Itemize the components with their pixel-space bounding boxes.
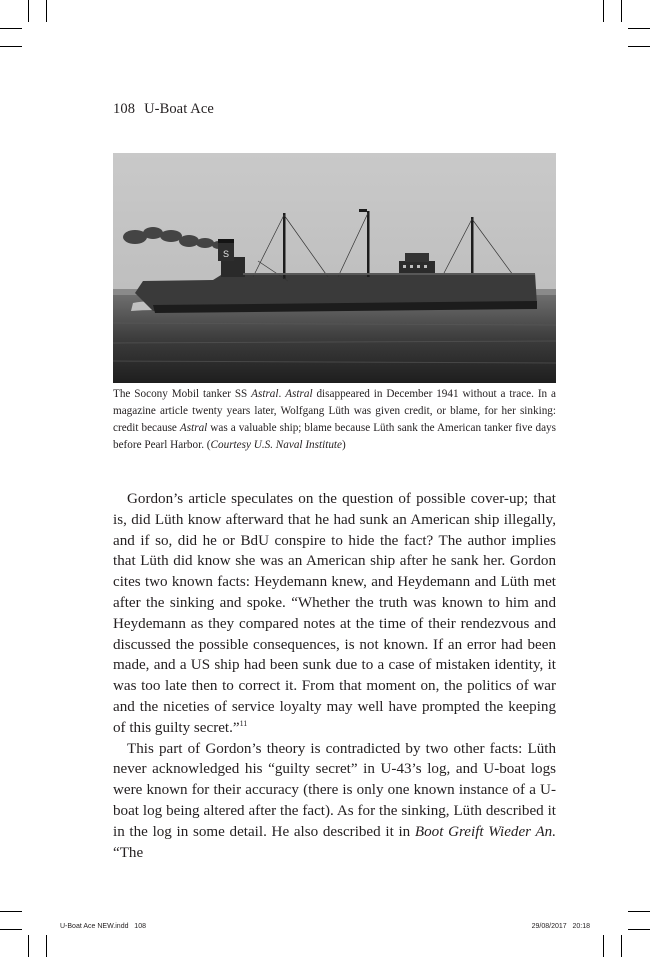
caption-segment: disappeared in December 1941 without a trace. In a magazine article twenty years later, Wolfgang Lüth was given credit, or blame, for her sinking: credit because <box>113 388 556 434</box>
crop-mark <box>603 0 604 22</box>
funnel-mark: S <box>223 249 230 259</box>
crop-mark <box>621 935 622 957</box>
book-title: Boot Greift Wieder An. <box>414 823 556 840</box>
body-text <box>113 489 556 863</box>
crop-mark <box>628 28 650 29</box>
print-slug-file: U-Boat Ace NEW.indd 108 <box>60 923 146 930</box>
page-number: 108 <box>113 101 136 117</box>
caption-segment: was a valuable ship; blame because Lüth sank the American tanker five days before Pearl Harbor. ( <box>113 422 556 451</box>
crop-mark <box>46 0 47 22</box>
ship-name: Astral <box>251 388 279 400</box>
crop-mark <box>46 935 47 957</box>
crop-mark <box>0 911 22 912</box>
running-head-title: U-Boat Ace <box>144 101 214 117</box>
crop-mark <box>628 46 650 47</box>
paragraph-text: Gordon’s article speculates on the question of possible cover-up; that is, did Lüth know afterward that he had sunk an American ship illegally, and if so, did he or BdU conspire to hide the fact? The author implies that Lüth did know she was an American ship after he sank her. Gordon cites two known facts: Heydemann knew, and Heydemann and Lüth met after the sinking and spoke. “Whether the truth was known to him and Heydemann as they compared notes at the time of their rendezvous and discussed the possible consequences, is not known. If an error had been made, and a US ship had been sunk due to a case of mistaken identity, it was too late then to correct it. From that moment on, the politics of war and the niceties of service loyalty may well have prompted the keeping of this guilty secret.” <box>113 491 556 736</box>
ship-name: Astral <box>285 388 313 400</box>
crop-mark <box>28 0 29 22</box>
running-head <box>113 101 214 118</box>
caption-segment: . <box>278 388 286 400</box>
paragraph-2 <box>113 739 556 864</box>
crop-mark <box>0 28 22 29</box>
paragraph-text: “The <box>113 844 144 861</box>
crop-mark <box>0 929 22 930</box>
ship-name: Astral <box>179 422 208 434</box>
paragraph-1 <box>113 489 556 739</box>
photo-credit: Courtesy U.S. Naval Institute <box>210 439 342 451</box>
crop-mark <box>628 911 650 912</box>
crop-mark <box>628 929 650 930</box>
crop-mark <box>603 935 604 957</box>
print-slug-date: 29/08/2017 20:18 <box>531 923 590 930</box>
ship-photo <box>113 153 556 383</box>
footnote-ref: 11 <box>239 718 248 728</box>
crop-mark <box>0 46 22 47</box>
photo-caption <box>113 386 556 454</box>
caption-text <box>113 386 556 454</box>
ship-illustration <box>113 153 556 383</box>
caption-segment: The Socony Mobil tanker SS <box>113 388 252 400</box>
crop-mark <box>28 935 29 957</box>
caption-segment: ) <box>342 439 346 451</box>
crop-mark <box>621 0 622 22</box>
paragraph-text: This part of Gordon’s theory is contradicted by two other facts: Lüth never acknowledged his “guilty secret” in U-43’s log, and U-boat logs were known for their accuracy (there is only one known instance of a U-boat log being altered after the fact). As for the sinking, Lüth described it in the log in some detail. He also described it in <box>113 740 556 840</box>
